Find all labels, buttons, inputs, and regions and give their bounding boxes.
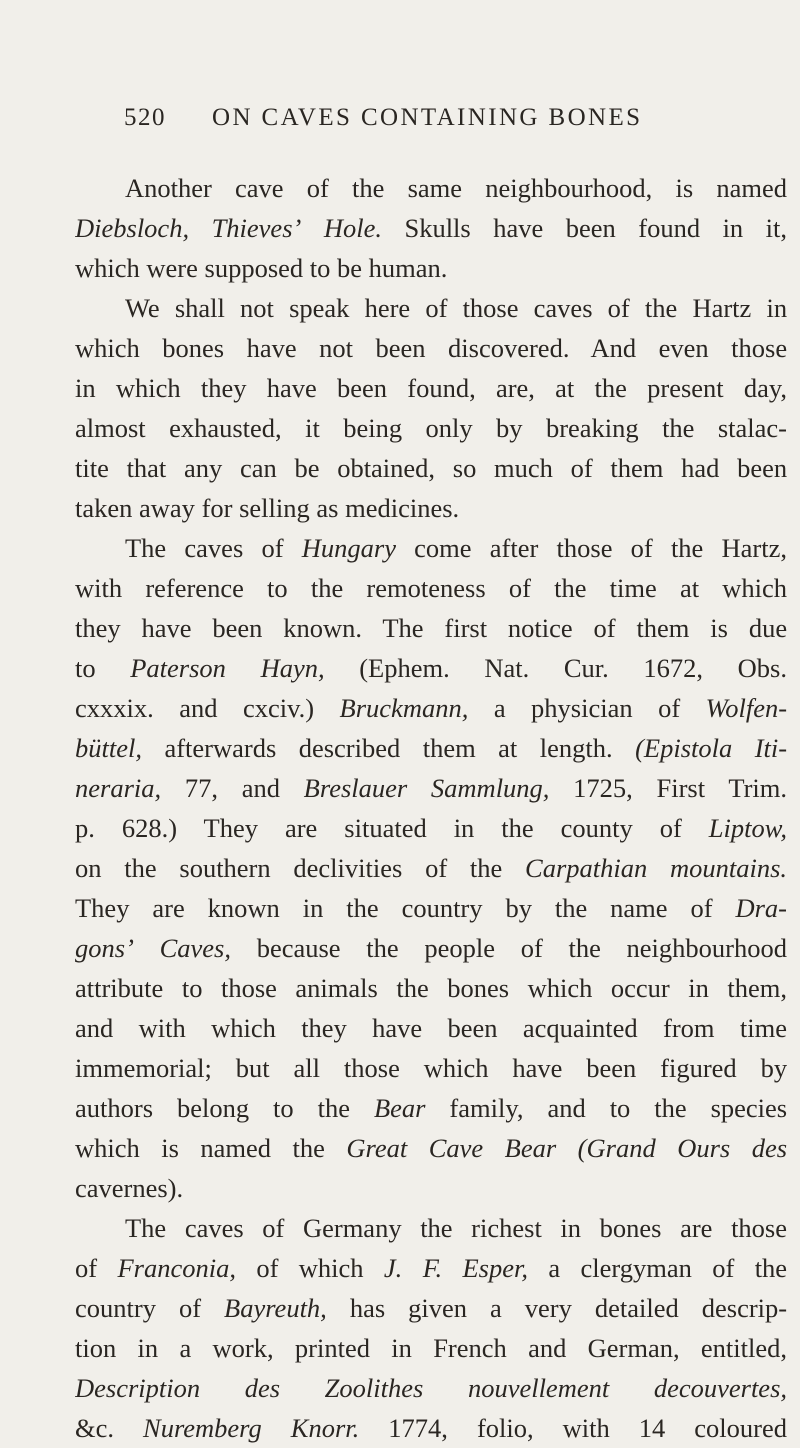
page-header [124,104,754,144]
text-line: which is named the Great Cave Bear (Grand Ours des [75,1133,787,1163]
text-line: tite that any can be obtained, so much of them had been [75,453,787,483]
text-line: of Franconia, of which J. F. Esper, a clergyman of the [75,1253,787,1283]
text-line: The caves of Hungary come after those of the Hartz, [125,533,787,563]
text-line: Another cave of the same neighbourhood, is named [125,173,787,203]
text-line: p. 628.) They are situated in the county of Liptow, [75,813,787,843]
text-line: The caves of Germany the richest in bones are those [125,1213,787,1243]
text-line: authors belong to the Bear family, and to the species [75,1093,787,1123]
running-head: ON CAVES CONTAINING BONES [212,104,643,131]
text-line: country of Bayreuth, has given a very detailed descrip- [75,1293,787,1323]
text-line: immemorial; but all those which have been figured by [75,1053,787,1083]
text-line: gons’ Caves, because the people of the neighbourhood [75,933,787,963]
text-line: which were supposed to be human. [75,253,448,283]
text-line: they have been known. The first notice of them is due [75,613,787,643]
body-text [75,168,787,1448]
text-line: almost exhausted, it being only by breaking the stalac- [75,413,787,443]
page-number: 520 [124,104,166,131]
text-line: tion in a work, printed in French and German, entitled, [75,1333,787,1363]
text-line: We shall not speak here of those caves of the Hartz in [125,293,787,323]
text-line: which bones have not been discovered. And even those [75,333,787,363]
text-line: and with which they have been acquainted from time [75,1013,787,1043]
text-line: büttel, afterwards described them at length. (Epistola Iti- [75,733,787,763]
text-line: cavernes). [75,1173,184,1203]
text-line: in which they have been found, are, at the present day, [75,373,787,403]
text-line: with reference to the remoteness of the time at which [75,573,787,603]
text-line: neraria, 77, and Breslauer Sammlung, 1725, First Trim. [75,773,787,803]
text-line: on the southern declivities of the Carpathian mountains. [75,853,787,883]
text-line: Description des Zoolithes nouvellement decouvertes, [75,1373,787,1403]
text-line: They are known in the country by the name of Dra- [75,893,787,923]
text-line: taken away for selling as medicines. [75,493,460,523]
text-line: cxxxix. and cxciv.) Bruckmann, a physician of Wolfen- [75,693,787,723]
text-line: attribute to those animals the bones which occur in them, [75,973,787,1003]
text-line: to Paterson Hayn, (Ephem. Nat. Cur. 1672, Obs. [75,653,787,683]
text-line: &c. Nuremberg Knorr. 1774, folio, with 14 coloured [75,1413,787,1443]
text-line: Diebsloch, Thieves’ Hole. Skulls have been found in it, [75,213,787,243]
